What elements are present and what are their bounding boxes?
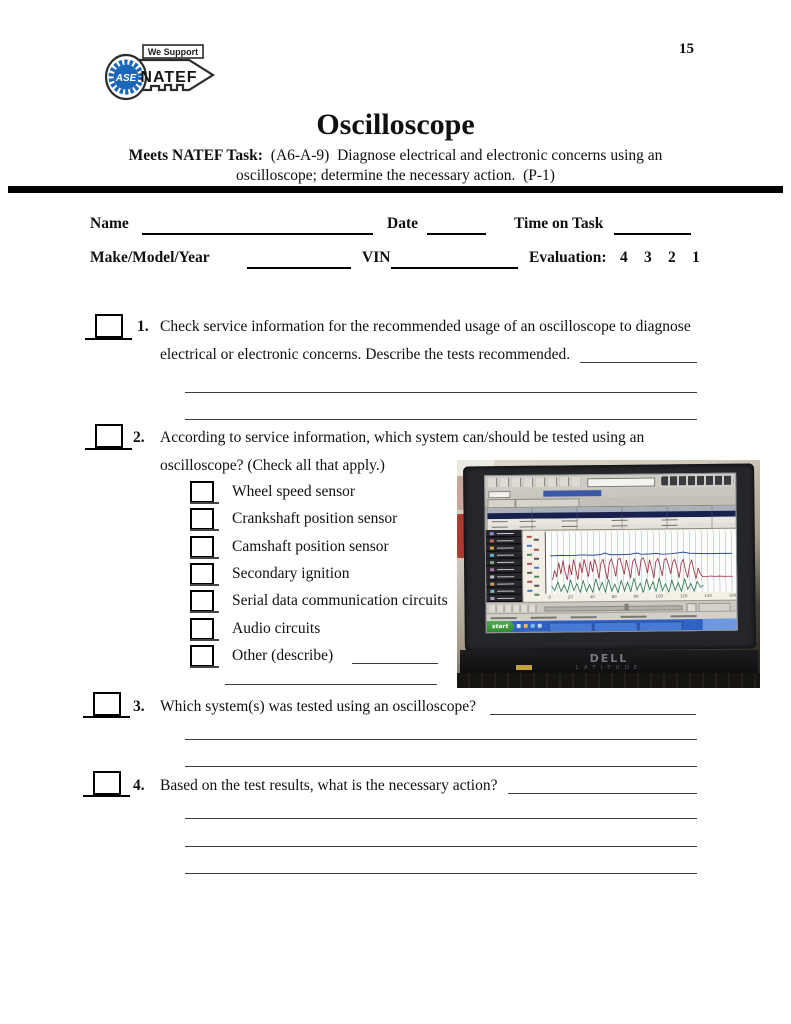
natef-task-line1 xyxy=(0,147,791,165)
option-label-crankshaft: Crankshaft position sensor xyxy=(232,510,398,527)
option-label-secondary-ignition: Secondary ignition xyxy=(232,565,350,582)
x-tick: 60 xyxy=(611,593,617,599)
q3-answer-line-2[interactable] xyxy=(185,766,697,767)
y-axis-scale xyxy=(523,531,546,601)
option-checkbox-crankshaft[interactable] xyxy=(190,508,214,530)
q1-answer-line-2[interactable] xyxy=(185,419,697,420)
q1-text-line1: Check service information for the recommended usage of an oscilloscope to diagnose xyxy=(160,318,691,335)
dell-logo: DELL xyxy=(589,652,629,665)
system-tray xyxy=(703,619,737,630)
start-button: start xyxy=(487,621,514,632)
q2-answer-line[interactable] xyxy=(225,684,437,685)
quick-launch-icons xyxy=(517,624,521,628)
q4-task-checkbox[interactable] xyxy=(93,771,121,795)
q4-text: Based on the test results, what is the necessary action? xyxy=(160,777,498,794)
option-label-serial-data: Serial data communication circuits xyxy=(232,592,448,609)
q2-text-line1: According to service information, which system can/should be tested using an xyxy=(160,429,645,446)
q1-task-checkbox[interactable] xyxy=(95,314,123,338)
option-checkbox-serial-data[interactable] xyxy=(190,590,214,612)
q4-answer-line-2[interactable] xyxy=(185,846,697,847)
q2-task-checkbox[interactable] xyxy=(95,424,123,448)
status-bar-text xyxy=(491,617,517,619)
q1-text-line2: electrical or electronic concerns. Describe the tests recommended. xyxy=(160,346,571,363)
data-grid-cell-text xyxy=(492,521,508,523)
x-tick: 0 xyxy=(548,594,551,600)
rating-3: 3 xyxy=(644,249,652,266)
q3-task-checkbox[interactable] xyxy=(93,692,121,716)
ase-text: ASE xyxy=(115,73,137,84)
x-tick: 100 xyxy=(655,593,664,599)
option-label-wheel-speed: Wheel speed sensor xyxy=(232,483,356,500)
make-model-year-blank[interactable] xyxy=(247,267,351,269)
q2-text-line2: oscilloscope? (Check all that apply.) xyxy=(160,457,385,474)
q1-answer-line-1[interactable] xyxy=(185,392,697,393)
rating-1: 1 xyxy=(692,249,700,266)
foreground-keyboard xyxy=(457,673,760,688)
waveform-plot xyxy=(545,530,737,594)
option-label-audio: Audio circuits xyxy=(232,620,321,637)
x-tick: 20 xyxy=(567,594,573,600)
toolbar-selection-bar xyxy=(543,490,601,497)
time-on-task-label: Time on Task xyxy=(514,215,604,232)
page-title: Oscilloscope xyxy=(316,108,475,141)
option-checkbox-secondary-ignition[interactable] xyxy=(190,563,214,585)
natef-text: NATEF xyxy=(140,69,198,86)
q3-answer-line-1[interactable] xyxy=(185,739,697,740)
waveform-traces xyxy=(546,530,737,594)
scale-tick-marks xyxy=(527,536,532,538)
vin-blank[interactable] xyxy=(391,267,518,269)
banner-text: We Support xyxy=(147,47,199,57)
natef-key-icon xyxy=(101,44,217,104)
q3-inline-blank[interactable] xyxy=(490,714,696,715)
x-tick: 140 xyxy=(704,592,712,599)
option-checkbox-wheel-speed[interactable] xyxy=(190,481,214,503)
date-blank[interactable] xyxy=(427,233,486,235)
page-number: 15 xyxy=(679,41,694,57)
name-blank[interactable] xyxy=(142,233,373,235)
channel-button-icons xyxy=(490,532,494,535)
timeline-slider-thumb xyxy=(624,604,628,611)
trace-green-secondary xyxy=(552,577,704,593)
trace-blue-reference xyxy=(550,552,732,556)
q1-inline-blank[interactable] xyxy=(580,362,697,363)
q1-number: 1. xyxy=(137,318,149,335)
oscilloscope-photo xyxy=(457,460,760,688)
toolbar-icons-right xyxy=(661,476,733,486)
rating-2: 2 xyxy=(668,249,676,266)
toolbar-search-input xyxy=(587,478,655,488)
q4-answer-line-3[interactable] xyxy=(185,873,697,874)
playback-buttons xyxy=(489,605,537,613)
q3-text: Which system(s) was tested using an oscilloscope? xyxy=(160,698,476,715)
x-tick: 80 xyxy=(633,593,639,599)
option-label-other: Other (describe) xyxy=(232,647,334,664)
laptop-body xyxy=(460,650,758,675)
latitude-label: LATITUDE xyxy=(575,665,643,671)
laptop-bezel xyxy=(463,463,756,651)
toolbar-icons-left xyxy=(488,477,580,487)
trace-red-signal xyxy=(552,557,733,580)
taskbar-window-button xyxy=(639,621,683,631)
evaluation-label: Evaluation: xyxy=(529,249,607,266)
task-label: Meets NATEF Task: xyxy=(128,147,263,164)
make-model-year-label: Make/Model/Year xyxy=(90,249,210,266)
option-other-blank[interactable] xyxy=(352,663,438,664)
rating-4: 4 xyxy=(620,249,628,266)
task-text-1: (A6-A-9) Diagnose electrical and electronic concerns using an xyxy=(270,147,663,164)
option-label-camshaft: Camshaft position sensor xyxy=(232,538,389,555)
x-tick: 40 xyxy=(589,594,595,600)
q4-answer-line-1[interactable] xyxy=(185,818,697,819)
name-label: Name xyxy=(90,215,129,232)
x-tick: 160 xyxy=(728,592,737,598)
q2-number: 2. xyxy=(133,429,145,446)
taskbar-window-button xyxy=(549,622,593,632)
q3-number: 3. xyxy=(133,698,145,715)
laptop-screen xyxy=(484,473,738,634)
natef-logo xyxy=(101,44,217,104)
option-checkbox-camshaft[interactable] xyxy=(190,536,214,558)
x-tick: 120 xyxy=(679,593,688,599)
scope-main-area xyxy=(486,528,737,603)
divider-rule xyxy=(8,186,783,193)
q4-inline-blank[interactable] xyxy=(508,793,697,794)
channel-sidebar xyxy=(486,530,523,602)
option-checkbox-audio[interactable] xyxy=(190,618,214,640)
vin-label: VIN xyxy=(362,249,391,266)
natef-task-line2: oscilloscope; determine the necessary action. (P-1) xyxy=(236,167,555,184)
q4-number: 4. xyxy=(133,777,145,794)
waveform-graph xyxy=(522,528,738,604)
taskbar-window-button xyxy=(594,621,638,631)
option-checkbox-other[interactable] xyxy=(190,645,214,667)
channel-button-labels xyxy=(497,533,514,535)
time-on-task-blank[interactable] xyxy=(614,233,691,235)
windows-taskbar xyxy=(487,619,737,633)
date-label: Date xyxy=(387,215,418,232)
